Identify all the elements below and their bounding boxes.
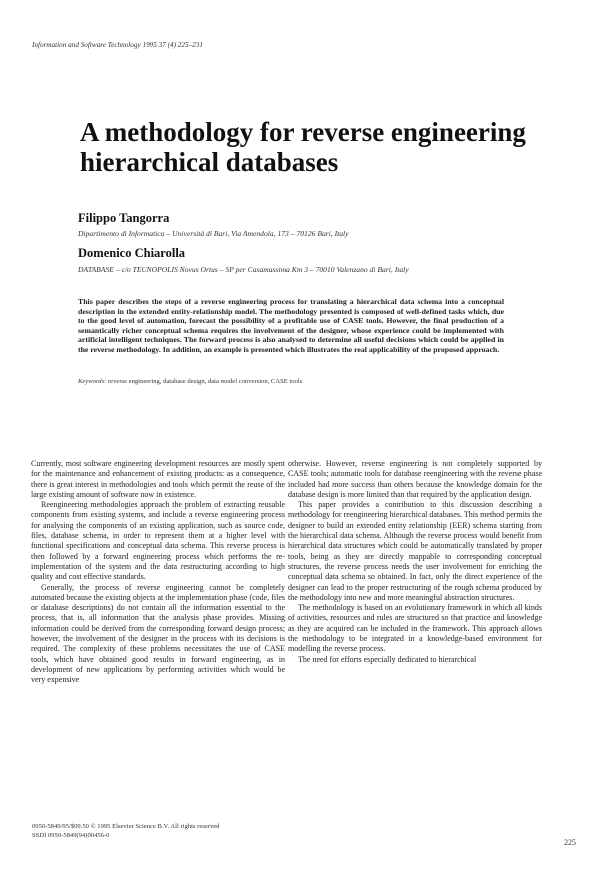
paragraph: The need for efforts especially dedicated to hierarchical xyxy=(298,654,477,664)
author-affiliation-1: Dipartimento di Informatica – Università di Bari, Via Amendola, 173 – 70126 Bari, Italy xyxy=(78,229,349,238)
paragraph: otherwise. However, reverse engineering is not completely supported by CASE tools; automatic tools for database reengineering with the reverse phase included had more success than others because the knowledge domain for the database design is more limited than that required by the application design. xyxy=(288,459,542,499)
copyright-footer xyxy=(32,822,219,840)
abstract: This paper describes the steps of a reverse engineering process for translating a hierarchical data schema into a conceptual description in the extended entity-relationship model. The methodology presented is composed of well-defined tasks which, due to the good level of automation, forecast the possibility of a profitable use of CASE tools. However, the final production of a semantically richer conceptual schema requires the involvement of the designer, whose experience could be implemented with artificial intelligent techniques. The forward process is also analysed to determine all useful decisions which could be applied in the reverse methodology. In addition, an example is presented which illustrates the real applicability of the proposed approach. xyxy=(78,297,504,354)
paragraph: This paper provides a contribution to this discussion describing a methodology for reengineering hierarchical databases. This method permits the designer to build an extended entity relationship (EER) schema starting from the hierarchical data schema. Although the reverse process would benefit from hierarchical data structures which could be automatically translated by proper tools, being as they are directly mappable to corresponding conceptual structures, the reverse process needs the user involvement for enriching the conceptual data schema so obtained. In fact, only the direct experience of the designer can lead to the proper restructuring of the rough schema produced by the methodology into new and more meaningful abstraction structures. xyxy=(288,500,542,602)
paragraph: Generally, the process of reverse engineering cannot be completely automated because the existing objects at the implementation phase (code, files or database descriptions) do not contain all the information essential to the process, that is, all information that the analysis phase provides. Missing information could be derived from the corresponding forward design process; however, the involvement of the designer in the process with its decisions is required. The complexity of these problems necessitates the use of CASE tools, which have obtained good results in forward engineering, as in development of new applications by performing activities which would be very expensive xyxy=(31,582,285,685)
page-number: 225 xyxy=(564,838,576,847)
author-name-1: Filippo Tangorra xyxy=(78,211,170,225)
paragraph: Currently, most software engineering development resources are mostly spent for the maintenance and enhancement of existing products: as a consequence, there is great interest in methodologies and tools which permit the reuse of the large existing amount of software now in existence. xyxy=(31,459,285,499)
author-name-2: Domenico Chiarolla xyxy=(78,246,186,260)
author-affiliation-2: DATABASE – c/o TECNOPOLIS Novus Ortus – SP per Casamassima Km 3 – 70010 Valenzano di Bari, Italy xyxy=(78,265,409,274)
journal-citation: Information and Software Technology 1995 37 (4) 225–231 xyxy=(32,41,203,49)
ssdi-line: SSDI 0950-5849(94)00456-0 xyxy=(32,832,110,839)
paper-title: A methodology for reverse engineering hierarchical databases xyxy=(80,117,526,177)
paragraph: Reengineering methodologies approach the problem of extracting reusable components from existing systems, and include a reverse engineering process for analysing the components of an existing application, such as source code, files, database schema, in order to represent them at a higher level with functional specifications and conceptual data schema. This reverse process is then followed by a forward engineering process which performs the re-implementation of the system and the data restructuring according to high quality and cost effective standards. xyxy=(31,500,285,582)
paragraph: The methodology is based on an evolutionary framework in which all kinds of activities, resources and rules are structured so that practice and knowledge as they are acquired can be included in the framework. This approach allows the methodology to be integrated in a knowledge-based environment for modelling the reverse process. xyxy=(288,603,542,654)
body-column-right xyxy=(288,459,542,665)
body-column-left xyxy=(31,459,285,686)
keywords-line xyxy=(78,378,508,385)
keywords-label: Keywords: xyxy=(78,378,107,385)
copyright-line: 0950-5849/95/$09.50 © 1995 Elsevier Science B.V. All rights reserved xyxy=(32,823,220,830)
keywords-list: reverse engineering, database design, data model conversion, CASE tools xyxy=(107,378,303,385)
